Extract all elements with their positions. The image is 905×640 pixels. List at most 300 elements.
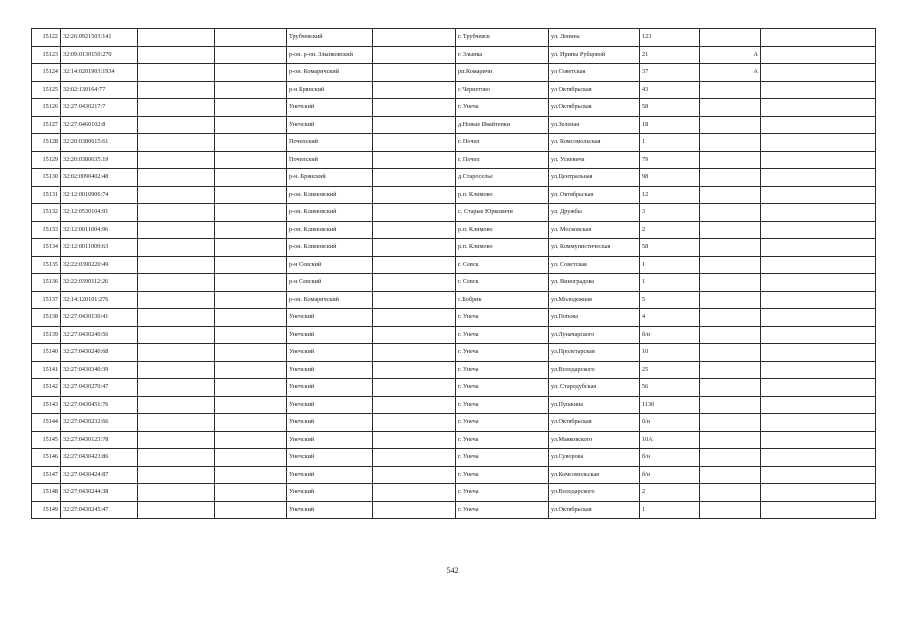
cell-settlement: г. Унеча <box>456 414 549 432</box>
cell-cadastral-number: 32:12:0011009:63 <box>61 239 138 257</box>
cell-building-letter <box>700 186 761 204</box>
cell-blank-column-6 <box>373 326 456 344</box>
cell-cadastral-number: 32:12:0010906:74 <box>61 186 138 204</box>
cell-blank-column-4 <box>215 64 287 82</box>
cell-district: Унечский <box>287 361 373 379</box>
cell-building-letter <box>700 134 761 152</box>
cell-settlement: р.п. Климово <box>456 239 549 257</box>
cell-blank-column-6 <box>373 64 456 82</box>
cell-district: Унечский <box>287 449 373 467</box>
cell-blank-column-11 <box>761 186 876 204</box>
cell-district: Унечский <box>287 116 373 134</box>
table-row <box>32 239 876 257</box>
table-row <box>32 361 876 379</box>
cell-street: ул Октябрьская <box>549 81 640 99</box>
cell-settlement: г. Унеча <box>456 396 549 414</box>
table-row <box>32 169 876 187</box>
cell-building-letter <box>700 431 761 449</box>
cell-record-number: 15123 <box>32 46 61 64</box>
cell-record-number: 15144 <box>32 414 61 432</box>
cell-blank-column-3 <box>138 379 215 397</box>
table-row <box>32 256 876 274</box>
cell-blank-column-4 <box>215 46 287 64</box>
cell-street: ул. Московская <box>549 221 640 239</box>
table-row <box>32 204 876 222</box>
cell-building-letter <box>700 396 761 414</box>
cell-record-number: 15129 <box>32 151 61 169</box>
cell-building-letter <box>700 204 761 222</box>
cell-blank-column-11 <box>761 204 876 222</box>
cell-house-number: б/н <box>640 414 700 432</box>
cell-house-number: 5 <box>640 291 700 309</box>
cell-cadastral-number: 32:22:0390220:49 <box>61 256 138 274</box>
cell-street: ул.Пушкина <box>549 396 640 414</box>
cell-record-number: 15125 <box>32 81 61 99</box>
cell-house-number: 25 <box>640 361 700 379</box>
cell-house-number: 1 <box>640 501 700 519</box>
table-row <box>32 291 876 309</box>
cell-record-number: 15149 <box>32 501 61 519</box>
cell-settlement: г. Унеча <box>456 361 549 379</box>
cell-blank-column-6 <box>373 344 456 362</box>
table-row <box>32 396 876 414</box>
cell-building-letter <box>700 309 761 327</box>
cell-cadastral-number: 32:27:0430451:76 <box>61 396 138 414</box>
cell-blank-column-11 <box>761 99 876 117</box>
cell-blank-column-3 <box>138 186 215 204</box>
table-row <box>32 309 876 327</box>
cell-blank-column-3 <box>138 134 215 152</box>
cell-settlement: г. Севск <box>456 256 549 274</box>
cell-blank-column-3 <box>138 449 215 467</box>
cell-blank-column-3 <box>138 326 215 344</box>
cell-street: ул. Усиевича <box>549 151 640 169</box>
cell-settlement: г. Трубчевск <box>456 29 549 47</box>
cell-blank-column-3 <box>138 151 215 169</box>
cell-house-number: 10 <box>640 344 700 362</box>
cell-blank-column-4 <box>215 501 287 519</box>
cell-record-number: 15131 <box>32 186 61 204</box>
cell-building-letter <box>700 256 761 274</box>
cell-record-number: 15128 <box>32 134 61 152</box>
cell-blank-column-6 <box>373 221 456 239</box>
cell-blank-column-3 <box>138 344 215 362</box>
cell-blank-column-3 <box>138 99 215 117</box>
cell-blank-column-4 <box>215 186 287 204</box>
cell-blank-column-11 <box>761 134 876 152</box>
cell-cadastral-number: 32:02:0090402:48 <box>61 169 138 187</box>
cell-building-letter <box>700 466 761 484</box>
cell-street: ул.Суворова <box>549 449 640 467</box>
cell-blank-column-6 <box>373 204 456 222</box>
cell-blank-column-4 <box>215 309 287 327</box>
table-row <box>32 29 876 47</box>
cell-blank-column-4 <box>215 29 287 47</box>
cell-house-number: 58 <box>640 239 700 257</box>
cell-blank-column-6 <box>373 116 456 134</box>
cell-blank-column-4 <box>215 169 287 187</box>
table-row <box>32 484 876 502</box>
cell-blank-column-6 <box>373 46 456 64</box>
table-row <box>32 344 876 362</box>
cell-blank-column-3 <box>138 46 215 64</box>
cell-cadastral-number: 32:27:0430244:38 <box>61 484 138 502</box>
cell-settlement: г. Унеча <box>456 344 549 362</box>
cell-building-letter <box>700 151 761 169</box>
cell-cadastral-number: 32:26:0921503:141 <box>61 29 138 47</box>
cell-settlement: г. Унеча <box>456 379 549 397</box>
cell-blank-column-4 <box>215 256 287 274</box>
cell-cadastral-number: 32:27:0430270:47 <box>61 379 138 397</box>
cell-blank-column-11 <box>761 431 876 449</box>
table-row <box>32 221 876 239</box>
cell-blank-column-11 <box>761 64 876 82</box>
cell-settlement: д.Новые Ивайтенки <box>456 116 549 134</box>
cell-blank-column-4 <box>215 449 287 467</box>
cell-blank-column-3 <box>138 169 215 187</box>
cell-blank-column-11 <box>761 466 876 484</box>
cell-blank-column-4 <box>215 239 287 257</box>
cell-blank-column-6 <box>373 414 456 432</box>
cell-house-number: 2 <box>640 221 700 239</box>
cell-blank-column-11 <box>761 256 876 274</box>
cell-blank-column-3 <box>138 431 215 449</box>
cell-blank-column-4 <box>215 151 287 169</box>
cell-district: Унечский <box>287 501 373 519</box>
cell-building-letter <box>700 169 761 187</box>
cell-blank-column-6 <box>373 29 456 47</box>
cell-cadastral-number: 32:27:0430232:66 <box>61 414 138 432</box>
cell-building-letter: А <box>700 46 761 64</box>
cell-blank-column-6 <box>373 81 456 99</box>
cell-blank-column-6 <box>373 466 456 484</box>
cell-street: ул. Комсомольская <box>549 134 640 152</box>
cell-blank-column-3 <box>138 484 215 502</box>
cell-street: ул.Октябрьская <box>549 99 640 117</box>
cell-building-letter <box>700 344 761 362</box>
cell-blank-column-6 <box>373 274 456 292</box>
cell-blank-column-11 <box>761 221 876 239</box>
cell-settlement: г. Унеча <box>456 309 549 327</box>
register-table <box>31 28 876 519</box>
cell-building-letter <box>700 291 761 309</box>
cell-blank-column-4 <box>215 431 287 449</box>
cell-blank-column-3 <box>138 414 215 432</box>
cell-building-letter <box>700 116 761 134</box>
cell-street: ул. Октябрьская <box>549 186 640 204</box>
cell-blank-column-11 <box>761 29 876 47</box>
cell-street: ул.Центральная <box>549 169 640 187</box>
cell-blank-column-3 <box>138 204 215 222</box>
table-row <box>32 431 876 449</box>
cell-district: Унечский <box>287 379 373 397</box>
table-row <box>32 186 876 204</box>
cell-building-letter <box>700 274 761 292</box>
cell-cadastral-number: 32:02:130164:77 <box>61 81 138 99</box>
cell-blank-column-11 <box>761 396 876 414</box>
cell-blank-column-4 <box>215 484 287 502</box>
cell-street: ул. Ирины Рубцовой <box>549 46 640 64</box>
cell-blank-column-6 <box>373 186 456 204</box>
table-row <box>32 326 876 344</box>
cell-street: ул Советская <box>549 64 640 82</box>
cell-blank-column-6 <box>373 169 456 187</box>
cell-district: р-н. Брянский <box>287 169 373 187</box>
cell-record-number: 15136 <box>32 274 61 292</box>
cell-district: Унечский <box>287 484 373 502</box>
cell-record-number: 15147 <box>32 466 61 484</box>
cell-settlement: с.Бобрик <box>456 291 549 309</box>
cell-blank-column-4 <box>215 221 287 239</box>
cell-building-letter <box>700 99 761 117</box>
cell-record-number: 15133 <box>32 221 61 239</box>
cell-house-number: 98 <box>640 169 700 187</box>
cell-cadastral-number: 32:14:0201903:1934 <box>61 64 138 82</box>
cell-blank-column-4 <box>215 204 287 222</box>
cell-street: ул.Маяковского <box>549 431 640 449</box>
cell-cadastral-number: 32:27:0430424:87 <box>61 466 138 484</box>
cell-blank-column-11 <box>761 239 876 257</box>
table-row <box>32 116 876 134</box>
cell-cadastral-number: 32:14:120101:276 <box>61 291 138 309</box>
table-row <box>32 449 876 467</box>
cell-record-number: 15132 <box>32 204 61 222</box>
cell-district: Унечский <box>287 344 373 362</box>
cell-street: ул. Коммунистическая <box>549 239 640 257</box>
cell-cadastral-number: 32:27:0430340:39 <box>61 361 138 379</box>
cell-blank-column-4 <box>215 414 287 432</box>
cell-street: ул.Октябрьская <box>549 414 640 432</box>
cell-cadastral-number: 32:22:0390112:26 <box>61 274 138 292</box>
cell-blank-column-6 <box>373 151 456 169</box>
cell-blank-column-6 <box>373 484 456 502</box>
cell-blank-column-11 <box>761 344 876 362</box>
cell-district: Почепский <box>287 151 373 169</box>
cell-record-number: 15146 <box>32 449 61 467</box>
cell-house-number: б/н <box>640 466 700 484</box>
page-number: 542 <box>446 566 459 575</box>
cell-district: Унечский <box>287 466 373 484</box>
cell-blank-column-11 <box>761 501 876 519</box>
cell-building-letter: А <box>700 64 761 82</box>
cell-blank-column-11 <box>761 81 876 99</box>
cell-settlement: г. Почеп <box>456 134 549 152</box>
cell-blank-column-3 <box>138 466 215 484</box>
cell-settlement: рп.Комаричи <box>456 64 549 82</box>
cell-building-letter <box>700 29 761 47</box>
cell-district: р-он. р-он. Злынковский <box>287 46 373 64</box>
cell-house-number: б/н <box>640 449 700 467</box>
cell-house-number: 12 <box>640 186 700 204</box>
cell-district: Унечский <box>287 326 373 344</box>
cell-blank-column-4 <box>215 81 287 99</box>
cell-record-number: 15143 <box>32 396 61 414</box>
cell-blank-column-6 <box>373 291 456 309</box>
cell-blank-column-11 <box>761 326 876 344</box>
cell-blank-column-3 <box>138 396 215 414</box>
cell-blank-column-6 <box>373 449 456 467</box>
cell-district: Почепский <box>287 134 373 152</box>
cell-blank-column-3 <box>138 64 215 82</box>
cell-cadastral-number: 32:27:0430240:56 <box>61 326 138 344</box>
cell-blank-column-4 <box>215 466 287 484</box>
cell-record-number: 15127 <box>32 116 61 134</box>
cell-settlement: г. Унеча <box>456 466 549 484</box>
cell-record-number: 15148 <box>32 484 61 502</box>
cell-cadastral-number: 32:27:0430423:86 <box>61 449 138 467</box>
cell-building-letter <box>700 326 761 344</box>
cell-blank-column-11 <box>761 379 876 397</box>
cell-building-letter <box>700 501 761 519</box>
cell-blank-column-11 <box>761 116 876 134</box>
cell-street: ул.Попова <box>549 309 640 327</box>
cell-blank-column-6 <box>373 256 456 274</box>
cell-blank-column-4 <box>215 116 287 134</box>
cell-house-number: 58 <box>640 99 700 117</box>
cell-house-number: 37 <box>640 64 700 82</box>
cell-cadastral-number: 32:27:0430130:41 <box>61 309 138 327</box>
cell-settlement: г. Унеча <box>456 501 549 519</box>
cell-street: ул.Молодежная <box>549 291 640 309</box>
cell-record-number: 15130 <box>32 169 61 187</box>
cell-blank-column-3 <box>138 256 215 274</box>
cell-house-number: 1 <box>640 134 700 152</box>
cell-district: Унечский <box>287 396 373 414</box>
cell-district: р-н Брянский <box>287 81 373 99</box>
cell-blank-column-3 <box>138 291 215 309</box>
cell-building-letter <box>700 414 761 432</box>
table-row <box>32 501 876 519</box>
cell-cadastral-number: 32:27:0430240:68 <box>61 344 138 362</box>
cell-record-number: 15135 <box>32 256 61 274</box>
cell-blank-column-6 <box>373 396 456 414</box>
cell-house-number: 3 <box>640 204 700 222</box>
cell-street: ул. Советская <box>549 256 640 274</box>
table-row <box>32 379 876 397</box>
cell-blank-column-3 <box>138 309 215 327</box>
cell-building-letter <box>700 484 761 502</box>
cell-blank-column-6 <box>373 361 456 379</box>
table-row <box>32 134 876 152</box>
cell-blank-column-11 <box>761 449 876 467</box>
cell-house-number: 1 <box>640 274 700 292</box>
cell-blank-column-6 <box>373 379 456 397</box>
cell-blank-column-11 <box>761 484 876 502</box>
cell-settlement: г. Унеча <box>456 484 549 502</box>
table-row <box>32 64 876 82</box>
cell-district: р-н Севский <box>287 274 373 292</box>
cell-blank-column-6 <box>373 431 456 449</box>
table-row <box>32 46 876 64</box>
cell-house-number: 113б <box>640 396 700 414</box>
cell-record-number: 15124 <box>32 64 61 82</box>
cell-street: ул.Зеленая <box>549 116 640 134</box>
cell-blank-column-3 <box>138 361 215 379</box>
cell-blank-column-3 <box>138 81 215 99</box>
cell-settlement: д.Старосельe <box>456 169 549 187</box>
cell-blank-column-11 <box>761 309 876 327</box>
cell-building-letter <box>700 361 761 379</box>
cell-blank-column-4 <box>215 396 287 414</box>
cell-district: р-он. Комаричский <box>287 291 373 309</box>
cell-blank-column-3 <box>138 29 215 47</box>
cell-record-number: 15122 <box>32 29 61 47</box>
table-row <box>32 274 876 292</box>
cell-house-number: 43 <box>640 81 700 99</box>
cell-record-number: 15145 <box>32 431 61 449</box>
cell-blank-column-11 <box>761 151 876 169</box>
cell-settlement: с Чернетово <box>456 81 549 99</box>
cell-cadastral-number: 32:12:0530104:91 <box>61 204 138 222</box>
cell-street: ул.Комсомольская <box>549 466 640 484</box>
cell-blank-column-11 <box>761 169 876 187</box>
cell-street: ул. Ленина <box>549 29 640 47</box>
cell-building-letter <box>700 221 761 239</box>
cell-cadastral-number: 32:27:0430123:78 <box>61 431 138 449</box>
cell-house-number: 10А <box>640 431 700 449</box>
cell-blank-column-11 <box>761 361 876 379</box>
cell-street: ул.Володарского <box>549 484 640 502</box>
cell-settlement: г. Злынка <box>456 46 549 64</box>
cell-blank-column-3 <box>138 221 215 239</box>
cell-house-number: 2 <box>640 484 700 502</box>
cell-blank-column-11 <box>761 291 876 309</box>
cell-house-number: 56 <box>640 379 700 397</box>
cell-cadastral-number: 32:27:0430217:7 <box>61 99 138 117</box>
cell-record-number: 15134 <box>32 239 61 257</box>
cell-cadastral-number: 32:20:0380635:19 <box>61 151 138 169</box>
cell-street: ул. Дружбы <box>549 204 640 222</box>
cell-record-number: 15142 <box>32 379 61 397</box>
cell-record-number: 15139 <box>32 326 61 344</box>
cell-record-number: 15137 <box>32 291 61 309</box>
table-row <box>32 99 876 117</box>
cell-settlement: г. Унеча <box>456 326 549 344</box>
cell-record-number: 15126 <box>32 99 61 117</box>
table-row <box>32 151 876 169</box>
cell-building-letter <box>700 379 761 397</box>
cell-settlement: г. Унеча <box>456 431 549 449</box>
cell-blank-column-3 <box>138 239 215 257</box>
cell-street: ул. Стародубская <box>549 379 640 397</box>
cell-street: ул.Пролетарская <box>549 344 640 362</box>
cell-district: р-он. Климовский <box>287 239 373 257</box>
cell-house-number: 4 <box>640 309 700 327</box>
cell-blank-column-3 <box>138 274 215 292</box>
cell-district: р-он. Климовский <box>287 204 373 222</box>
cell-house-number: 123 <box>640 29 700 47</box>
cell-blank-column-11 <box>761 46 876 64</box>
cell-blank-column-6 <box>373 239 456 257</box>
cell-district: р-н Севский <box>287 256 373 274</box>
cell-blank-column-11 <box>761 414 876 432</box>
cell-street: ул.Володарского <box>549 361 640 379</box>
cell-blank-column-4 <box>215 291 287 309</box>
cell-cadastral-number: 32:20:0380615:61 <box>61 134 138 152</box>
cell-settlement: г. Унеча <box>456 449 549 467</box>
cell-district: р-он. Климовский <box>287 186 373 204</box>
cell-blank-column-4 <box>215 274 287 292</box>
cell-blank-column-4 <box>215 344 287 362</box>
cell-blank-column-6 <box>373 501 456 519</box>
cell-district: р-он. Климовский <box>287 221 373 239</box>
cell-street: ул. Виноградова <box>549 274 640 292</box>
cell-blank-column-3 <box>138 501 215 519</box>
cell-cadastral-number: 32:12:0011004:96 <box>61 221 138 239</box>
register-table-body <box>32 29 876 519</box>
cell-blank-column-6 <box>373 99 456 117</box>
cell-blank-column-6 <box>373 134 456 152</box>
